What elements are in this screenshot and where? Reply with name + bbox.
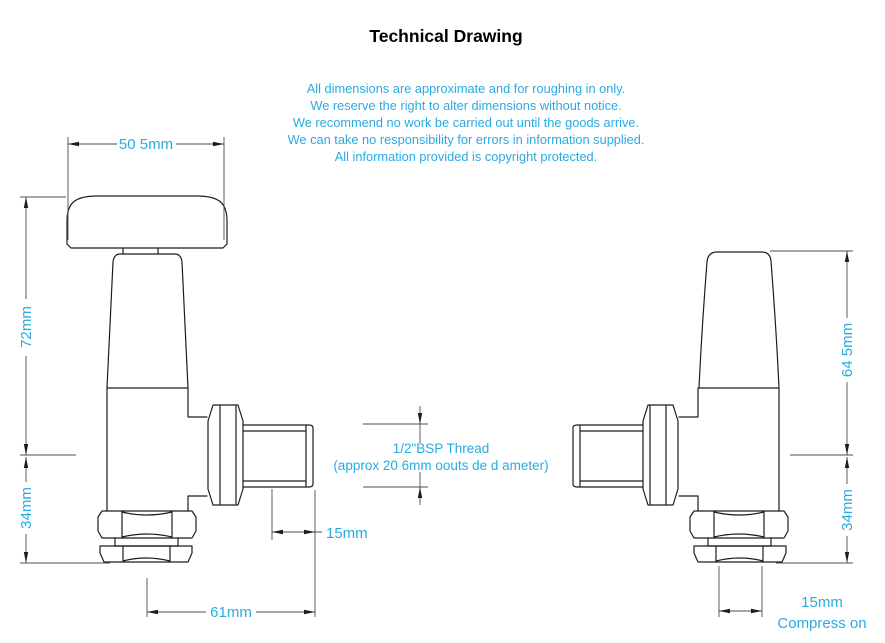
handwheel-knob (67, 196, 227, 248)
dim-side-connection (719, 566, 867, 632)
side-valve-lower-assembly (573, 388, 788, 562)
arrowhead (213, 142, 224, 146)
dim-front-overall-width (147, 490, 315, 621)
thread-note-line2: (approx 20 6mm oouts de d ameter) (333, 458, 549, 473)
arrowhead (24, 197, 28, 208)
disclaimer-block (288, 81, 645, 164)
dim-label: 34mm (839, 489, 856, 531)
arrowhead (147, 610, 158, 614)
dim-side-lower-height (776, 457, 856, 563)
disclaimer-line: All dimensions are approximate and for roughing in only. (306, 81, 626, 96)
arrowhead (845, 552, 849, 563)
connection-note-line1: 15mm (801, 594, 843, 611)
arrowhead (68, 142, 79, 146)
disclaimer-line: We recommend no work be carried out until the goods arrive. (292, 115, 640, 130)
dim-label: 72mm (18, 306, 35, 348)
arrowhead (751, 609, 762, 613)
arrowhead (418, 413, 422, 424)
dim-thread-length (272, 489, 368, 542)
dim-front-lower-height (18, 457, 110, 563)
arrowhead (24, 552, 28, 563)
disclaimer-line: We reserve the right to alter dimensions without notice. (310, 98, 622, 113)
page-title: Technical Drawing (369, 26, 523, 46)
thread-note-line1: 1/2"BSP Thread (392, 441, 490, 456)
arrowhead (719, 609, 730, 613)
dim-label: 15mm (326, 525, 368, 542)
dim-label: 34mm (18, 487, 35, 529)
front-valve-upper (67, 196, 227, 388)
arrowhead (304, 610, 315, 614)
dim-label: 64 5mm (839, 322, 856, 378)
arrowhead (845, 251, 849, 262)
arrowhead (845, 457, 849, 468)
arrowhead (24, 444, 28, 455)
dim-label: 50 5mm (118, 136, 174, 153)
disclaimer-line: All information provided is copyright protected. (334, 149, 598, 164)
disclaimer-line: We can take no responsibility for errors in information supplied. (287, 132, 645, 147)
arrowhead (418, 487, 422, 498)
outlet-hex-nut (208, 405, 243, 505)
arrowhead (24, 457, 28, 468)
front-valve-lower-assembly (98, 388, 313, 562)
union-hex-nut (98, 511, 196, 538)
dim-side-upper-height (770, 251, 856, 455)
outlet-thread-pipe (243, 425, 313, 487)
side-valve-upper (699, 252, 779, 388)
dim-handwheel-width (68, 136, 224, 240)
connection-note-line2: Compress on (777, 615, 867, 632)
valve-body (107, 388, 207, 511)
arrowhead (272, 530, 283, 534)
arrowhead (304, 530, 315, 534)
collar (115, 538, 178, 546)
cap-nut (100, 546, 192, 562)
knob-stem (123, 248, 158, 254)
dim-thread-diameter (333, 406, 548, 505)
dim-label: 61mm (210, 604, 252, 621)
lockshield-cap (699, 252, 779, 388)
arrowhead (845, 444, 849, 455)
valve-bonnet (107, 254, 188, 388)
